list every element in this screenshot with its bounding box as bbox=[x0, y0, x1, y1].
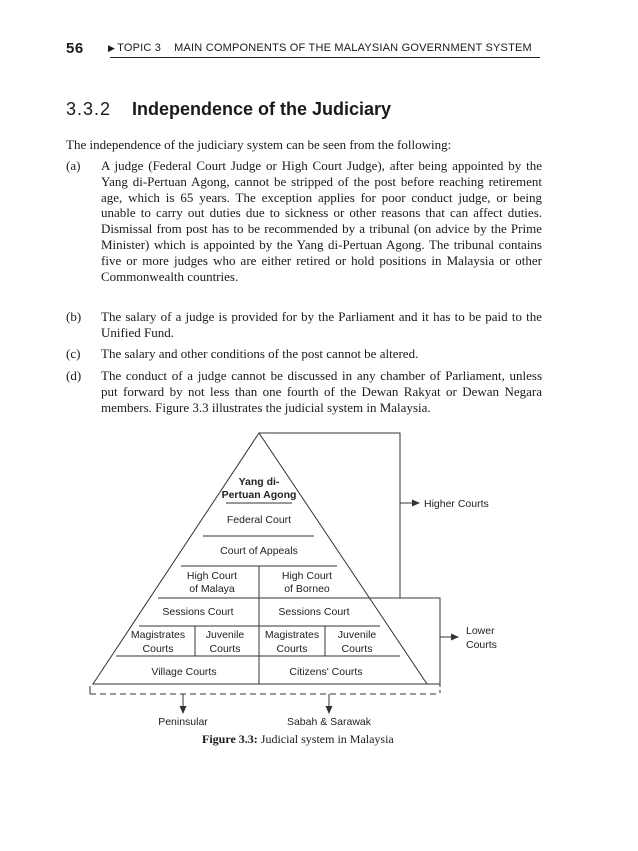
triangle-icon: ▶ bbox=[108, 43, 116, 53]
arrow-head-higher bbox=[412, 500, 420, 507]
arrow-head-peninsular bbox=[180, 706, 187, 714]
village-courts-label: Village Courts bbox=[151, 666, 217, 678]
item-label: (a) bbox=[66, 158, 81, 173]
juvenile-right-label-2: Courts bbox=[341, 643, 373, 655]
magistrates-right-label-2: Courts bbox=[276, 643, 308, 655]
item-label: (b) bbox=[66, 309, 82, 324]
item-text: The salary and other conditions of the post cannot be altered. bbox=[101, 346, 419, 361]
juvenile-left-label-2: Courts bbox=[209, 643, 241, 655]
lower-courts-label-2: Courts bbox=[466, 639, 497, 651]
item-label: (d) bbox=[66, 368, 82, 383]
federal-court-label: Federal Court bbox=[226, 514, 292, 526]
item-text: A judge (Federal Court Judge or High Court Judge), after being appointed by the Yang di-Pertuan Agong, cannot be stripped of the post before reaching retirement age, which is 65 years. The exception applies for poor conduct judge, or being unable to carry out duties due to sickness or other reasons that can affect duties. Dismissal from post has to be recommended by a tribunal (on advice by the Prime Minister) which is appointed by the Yang di-Pertuan Agong. The tribunal contains five or more judges who are either retired or hold positions in Malaysia or other Commonwealth countries. bbox=[101, 158, 542, 284]
lower-courts-label-1: Lower bbox=[466, 625, 495, 637]
magistrates-left-label-1: Magistrates bbox=[130, 629, 186, 641]
magistrates-right-label-1: Magistrates bbox=[264, 629, 320, 641]
high-court-malaya-label-2: of Malaya bbox=[189, 583, 235, 595]
arrow-head-lower bbox=[451, 634, 459, 641]
sessions-court-right-label: Sessions Court bbox=[278, 606, 350, 618]
apex-label-1: Yang di- bbox=[238, 476, 280, 488]
caption-text: Judicial system in Malaysia bbox=[260, 732, 394, 746]
item-text: The salary of a judge is provided for by the Parliament and it has to be paid to the Unified Fund. bbox=[101, 309, 542, 340]
magistrates-left-label-2: Courts bbox=[142, 643, 174, 655]
topic-title: TOPIC 3 MAIN COMPONENTS OF THE MALAYSIAN GOVERNMENT SYSTEM bbox=[117, 42, 532, 54]
arrow-head-sabah bbox=[326, 706, 333, 714]
juvenile-left-label-1: Juvenile bbox=[205, 629, 245, 641]
apex-label-2: Pertuan Agong bbox=[221, 489, 297, 501]
high-court-borneo-label-2: of Borneo bbox=[284, 583, 330, 595]
item-text: The conduct of a judge cannot be discussed in any chamber of Parliament, unless put forward by not less than one fourth of the Dewan Rakyat or Dewan Negara members. Figure 3.3 illustrates the judicial system in Malaysia. bbox=[101, 368, 542, 415]
juvenile-right-label-1: Juvenile bbox=[337, 629, 377, 641]
figure-caption bbox=[202, 732, 394, 747]
page-number: 56 bbox=[66, 40, 84, 57]
sabah-sarawak-label: Sabah & Sarawak bbox=[286, 716, 372, 728]
item-label: (c) bbox=[66, 346, 81, 361]
peninsular-label: Peninsular bbox=[158, 716, 208, 728]
caption-label: Figure 3.3: bbox=[202, 732, 258, 746]
section-number: 3.3.2 bbox=[66, 99, 112, 119]
high-court-borneo-label-1: High Court bbox=[281, 570, 333, 582]
citizens-courts-label: Citizens' Courts bbox=[289, 666, 363, 678]
sessions-court-left-label: Sessions Court bbox=[162, 606, 234, 618]
higher-courts-label: Higher Courts bbox=[424, 498, 489, 510]
high-court-malaya-label-1: High Court bbox=[186, 570, 238, 582]
court-of-appeals-label: Court of Appeals bbox=[220, 545, 298, 557]
section-title: Independence of the Judiciary bbox=[132, 99, 392, 119]
intro-paragraph: The independence of the judiciary system can be seen from the following: bbox=[66, 137, 452, 152]
